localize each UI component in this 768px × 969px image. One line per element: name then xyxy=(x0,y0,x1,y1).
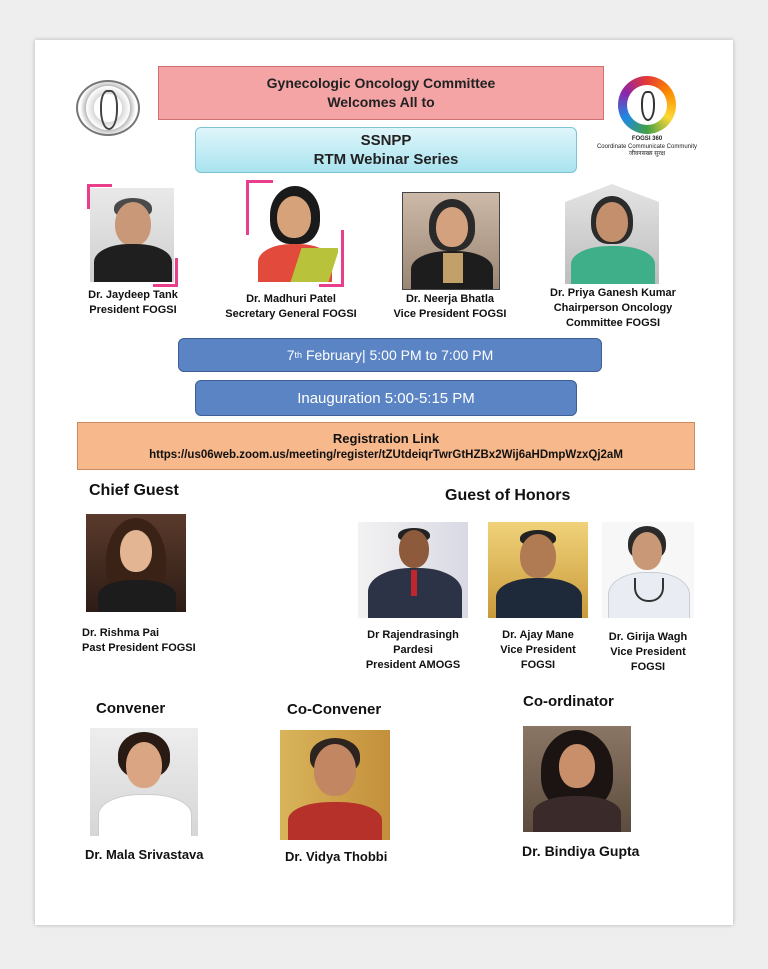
photo-vidya-thobbi xyxy=(280,730,390,840)
series-banner xyxy=(195,127,577,173)
registration-box xyxy=(77,422,695,470)
official-role-line-2: Committee FOGSI xyxy=(565,316,661,329)
official-card-4 xyxy=(529,286,697,331)
photo-rishma-pai xyxy=(86,514,186,612)
official-name: Dr. Jaydeep Tank xyxy=(88,289,178,301)
guest-name: Dr Rajendrasingh xyxy=(367,629,459,641)
photo-neerja-bhatla xyxy=(402,192,500,290)
official-card-2 xyxy=(215,292,367,322)
fogsi-360-tagline: Coordinate Communicate Community xyxy=(596,143,698,150)
photo-mala-srivastava xyxy=(90,728,198,836)
co-convener-heading: Co-Convener xyxy=(287,701,382,718)
fogsi-360-hindi: जीवनसख्य सुरक्ष xyxy=(628,151,666,157)
guest-card-3 xyxy=(595,630,701,675)
header-line-1: Gynecologic Oncology Committee xyxy=(266,75,496,92)
official-role: Vice President FOGSI xyxy=(393,307,507,320)
chief-guest-heading: Chief Guest xyxy=(89,482,179,499)
photo-madhuri-patel xyxy=(250,184,338,282)
official-name: Dr. Priya Ganesh Kumar xyxy=(550,287,676,299)
date-day-suffix: th xyxy=(294,350,303,360)
guest-role: Vice President xyxy=(610,645,686,658)
official-name: Dr. Madhuri Patel xyxy=(246,293,336,305)
series-line-1: SSNPP xyxy=(360,131,412,149)
convener-name: Dr. Mala Srivastava xyxy=(85,847,204,862)
official-role: Secretary General FOGSI xyxy=(225,307,357,320)
guest-name-line-2: Pardesi xyxy=(393,643,433,656)
date-time-bar xyxy=(178,338,602,372)
fogsi-360-logo-text xyxy=(595,136,699,159)
fogsi-seal-logo xyxy=(76,80,140,136)
header-line-2: Welcomes All to xyxy=(327,94,435,110)
official-role: Chairperson Oncology xyxy=(553,301,673,314)
guest-role-line-2: FOGSI xyxy=(520,658,556,671)
co-convener-name: Dr. Vidya Thobbi xyxy=(285,849,388,864)
official-card-1 xyxy=(65,288,201,318)
series-line-2: RTM Webinar Series xyxy=(313,151,459,168)
convener-heading: Convener xyxy=(96,700,166,717)
photo-girija-wagh xyxy=(602,522,694,618)
fogsi-360-title: FOGSI 360 xyxy=(631,136,663,142)
guest-card-1 xyxy=(351,628,475,673)
chief-guest-name: Dr. Rishma Pai xyxy=(82,627,160,639)
webinar-flyer xyxy=(35,40,733,925)
chief-guest-role: Past President FOGSI xyxy=(82,641,196,654)
header-banner xyxy=(158,66,604,120)
registration-label: Registration Link xyxy=(332,431,440,446)
chief-guest-card xyxy=(82,626,242,656)
guest-of-honors-heading: Guest of Honors xyxy=(445,487,571,504)
photo-priya-ganesh-kumar xyxy=(565,184,659,284)
official-role: President FOGSI xyxy=(89,303,177,316)
photo-jaydeep-tank xyxy=(90,188,174,282)
guest-card-2 xyxy=(483,628,593,673)
photo-rajendrasingh-pardesi xyxy=(358,522,468,618)
official-name: Dr. Neerja Bhatla xyxy=(405,293,495,305)
guest-role: Vice President xyxy=(500,643,576,656)
guest-role: President AMOGS xyxy=(365,658,461,671)
guest-role-line-2: FOGSI xyxy=(630,660,666,673)
date-rest: February| 5:00 PM to 7:00 PM xyxy=(302,347,494,363)
date-day: 7 xyxy=(286,347,295,363)
coordinator-heading: Co-ordinator xyxy=(523,693,614,710)
inauguration-bar xyxy=(195,380,577,416)
fogsi-360-logo xyxy=(618,76,676,134)
guest-name: Dr. Ajay Mane xyxy=(502,629,574,641)
photo-bindiya-gupta xyxy=(523,726,631,832)
photo-ajay-mane xyxy=(488,522,588,618)
coordinator-name: Dr. Bindiya Gupta xyxy=(522,843,640,859)
inauguration-text: Inauguration 5:00-5:15 PM xyxy=(297,389,475,407)
registration-link[interactable]: https://us06web.zoom.us/meeting/register/tZUtdeiqrTwrGtHZBx2Wij6aHDmpWzxQj2aM xyxy=(149,449,623,461)
official-card-3 xyxy=(377,292,523,322)
guest-name: Dr. Girija Wagh xyxy=(608,631,688,643)
